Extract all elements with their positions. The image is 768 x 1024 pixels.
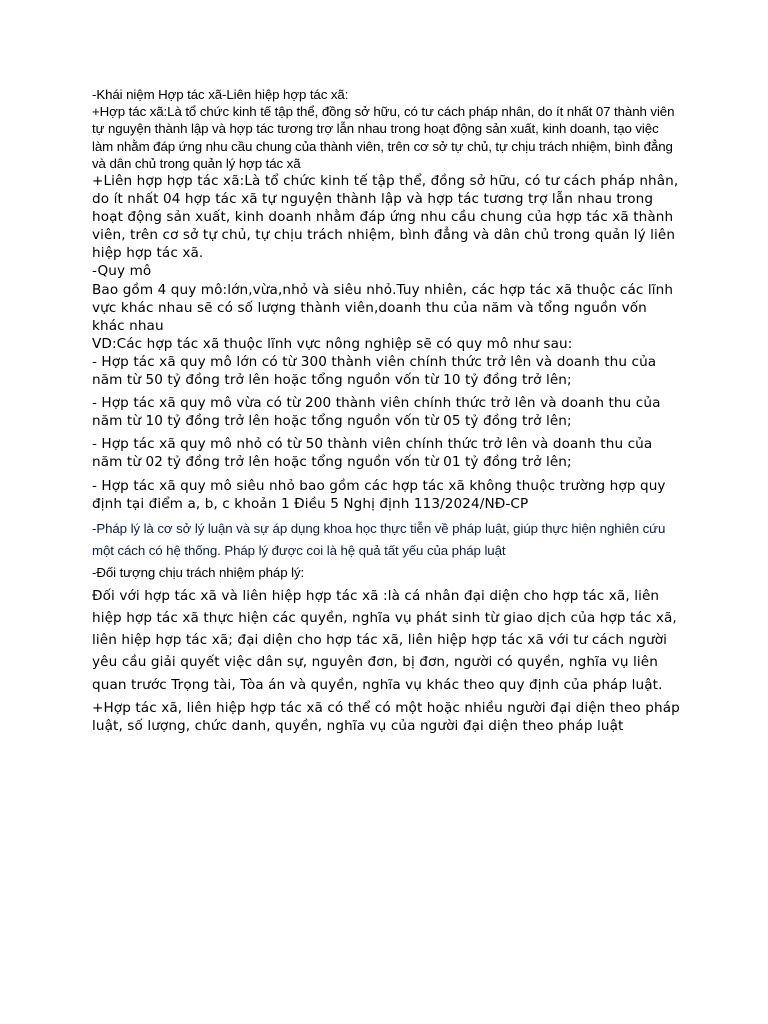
paragraph-scale-intro: Bao gồm 4 quy mô:lớn,vừa,nhỏ và siêu nhỏ.Tuy nhiên, các hợp tác xã thuộc các lĩnh vực khác nhau sẽ có số lượng thành viên,doanh thu của năm và tổng nguồn vốn khác nhau [92,281,674,334]
list-item-large: - Hợp tác xã quy mô lớn có từ 300 thành viên chính thức trở lên và doanh thu của năm từ 50 tỷ đồng trở lên hoặc tổng nguồn vốn từ 10 tỷ đồng trở lên; [92,353,657,389]
heading-concept: -Khái niệm Hợp tác xã-Liên hiệp hợp tác xã: [92,87,349,102]
paragraph-union-definition: +Liên hợp hợp tác xã:Là tổ chức kinh tế tập thể, đồng sở hữu, có tư cách pháp nhân, do ít nhất 04 hợp tác xã tự nguyện thành lập và hợp tác tương trợ lẫn nhau trong hoạt động sản xuất, kinh doanh nhằm đáp ứng nhu cầu chung của hợp tác xã thành viên, trên cơ sở tự chủ, tự chịu trách nhiệm, bình đẳng và dân chủ trong quản lý liên hiệp hợp tác xã. [92,173,679,262]
list-item-medium: - Hợp tác xã quy mô vừa có từ 200 thành viên chính thức trở lên và doanh thu của năm từ 10 tỷ đồng trở lên hoặc tổng nguồn vốn từ 05 tỷ đồng trở lên; [92,395,661,430]
paragraph-example: VD:Các hợp tác xã thuộc lĩnh vực nông nghiệp sẽ có quy mô như sau: [92,335,573,352]
list-item-micro: - Hợp tác xã quy mô siêu nhỏ bao gồm các hợp tác xã không thuộc trường hợp quy định tại điểm a, b, c khoản 1 Điều 5 Nghị định 113/2024/NĐ-CP [92,477,666,512]
document-page [92,86,682,735]
paragraph-legal-representatives: +Hợp tác xã, liên hiệp hợp tác xã có thể có một hoặc nhiều người đại diện theo pháp luật, số lượng, chức danh, quyền, nghĩa vụ của người đại diện theo pháp luật [92,700,680,735]
heading-liable-subjects: -Đối tượng chịu trách nhiệm pháp lý: [92,565,305,581]
paragraph-cooperative-definition: +Hợp tác xã:Là tổ chức kinh tế tập thể, đồng sở hữu, có tư cách pháp nhân, do ít nhất 07 thành viên tự nguyện thành lập và hợp tác tương trợ lẫn nhau trong hoạt động sản xuất, kinh doanh, tạo việc làm nhằm đáp ứng nhu cầu chung của thành viên, trên cơ sở tự chủ, tự chịu trách nhiệm, bình đẳng và dân chủ trong quản lý hợp tác xã [92,104,675,171]
list-item-small: - Hợp tác xã quy mô nhỏ có từ 50 thành viên chính thức trở lên và doanh thu của năm từ 02 tỷ đồng trở lên hoặc tổng nguồn vốn từ 01 tỷ đồng trở lên; [92,436,653,471]
heading-scale: -Quy mô [92,263,152,280]
paragraph-legal-basis: -Pháp lý là cơ sở lý luận và sự áp dụng khoa học thực tiễn về pháp luật, giúp thực hiện nghiên cứu một cách có hệ thống. Pháp lý được coi là hệ quả tất yếu của pháp luật [92,520,666,558]
paragraph-representative: Đối với hợp tác xã và liên hiệp hợp tác xã :là cá nhân đại diện cho hợp tác xã, liên hiệp hợp tác xã thực hiện các quyền, nghĩa vụ phát sinh từ giao dịch của hợp tác xã, liên hiệp hợp tác xã; đại diện cho hợp tác xã, liên hiệp hợp tác xã với tư cách người yêu cầu giải quyết việc dân sự, nguyên đơn, bị đơn, người có quyền, nghĩa vụ liên quan trước Trọng tài, Tòa án và quyền, nghĩa vụ khác theo quy định của pháp luật. [92,587,677,693]
